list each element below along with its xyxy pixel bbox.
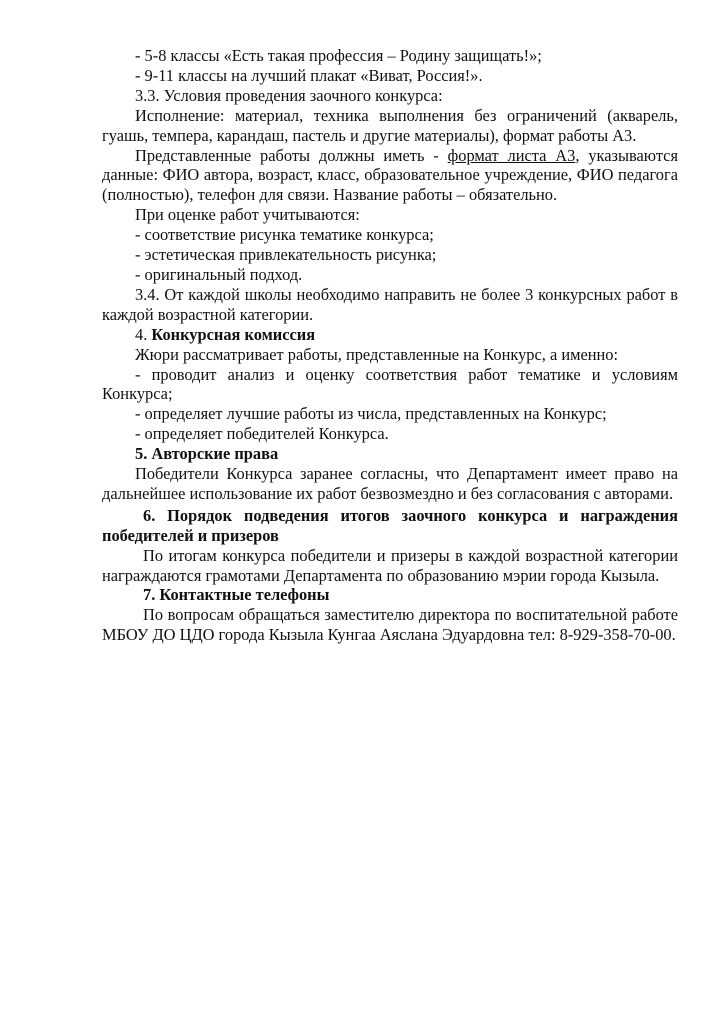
paragraph: По вопросам обращаться заместителю директора по воспитательной работе МБОУ ДО ЦДО города Кызыла Кунгаа Аяслана Эдуардовна тел: 8-929-358-70-00. [102, 605, 678, 645]
paragraph: Победители Конкурса заранее согласны, что Департамент имеет право на дальнейшее использование их работ безвозмездно и без согласования с авторами. [102, 464, 678, 503]
section-heading: 5. Авторские права [135, 444, 279, 464]
paragraph [102, 146, 678, 206]
section-title: Конкурсная комиссия [151, 324, 316, 344]
list-item: - оригинальный подход. [135, 264, 303, 284]
list-item: - проводит анализ и оценку соответствия работ тематике и условиям Конкурса; [102, 364, 678, 404]
list-item: - эстетическая привлекательность рисунка; [135, 245, 437, 265]
list-item: - 9-11 классы на лучший плакат «Виват, Россия!». [135, 65, 483, 85]
paragraph-text: , указываются данные: ФИО автора, возраст, класс, образовательное учреждение, ФИО педагога (полностью), телефон для связи. Название работы – обязательно. [102, 145, 678, 205]
paragraph: Жюри рассматривает работы, представленные на Конкурс, а именно: [135, 344, 619, 364]
underlined-text: формат листа А3 [447, 145, 576, 165]
section-heading: 7. Контактные телефоны [143, 585, 330, 605]
scan-artifact [300, 14, 420, 26]
paragraph: Исполнение: материал, техника выполнения без ограничений (акварель, гуашь, темпера, карандаш, пастель и другие материалы), формат работы А3. [102, 105, 678, 145]
section-number: 4. [135, 324, 152, 344]
document-page [102, 46, 678, 645]
list-item: - определяет лучшие работы из числа, представленных на Конкурс; [135, 404, 607, 424]
section-heading [102, 325, 678, 345]
section-heading: 6. Порядок подведения итогов заочного конкурса и награждения победителей и призеров [102, 505, 678, 545]
paragraph: При оценке работ учитываются: [135, 205, 360, 225]
paragraph: 3.4. От каждой школы необходимо направить не более 3 конкурсных работ в каждой возрастной категории. [102, 284, 678, 324]
list-item: - 5-8 классы «Есть такая профессия – Родину защищать!»; [135, 46, 542, 65]
list-item: - определяет победителей Конкурса. [135, 424, 389, 444]
paragraph: По итогам конкурса победители и призеры в каждой возрастной категории награждаются грамотами Департамента по образованию мэрии города Кызыла. [102, 545, 678, 585]
subsection-heading: 3.3. Условия проведения заочного конкурса: [135, 85, 443, 105]
list-item: - соответствие рисунка тематике конкурса; [135, 225, 434, 245]
paragraph-text: Представленные работы должны иметь - [135, 145, 448, 165]
